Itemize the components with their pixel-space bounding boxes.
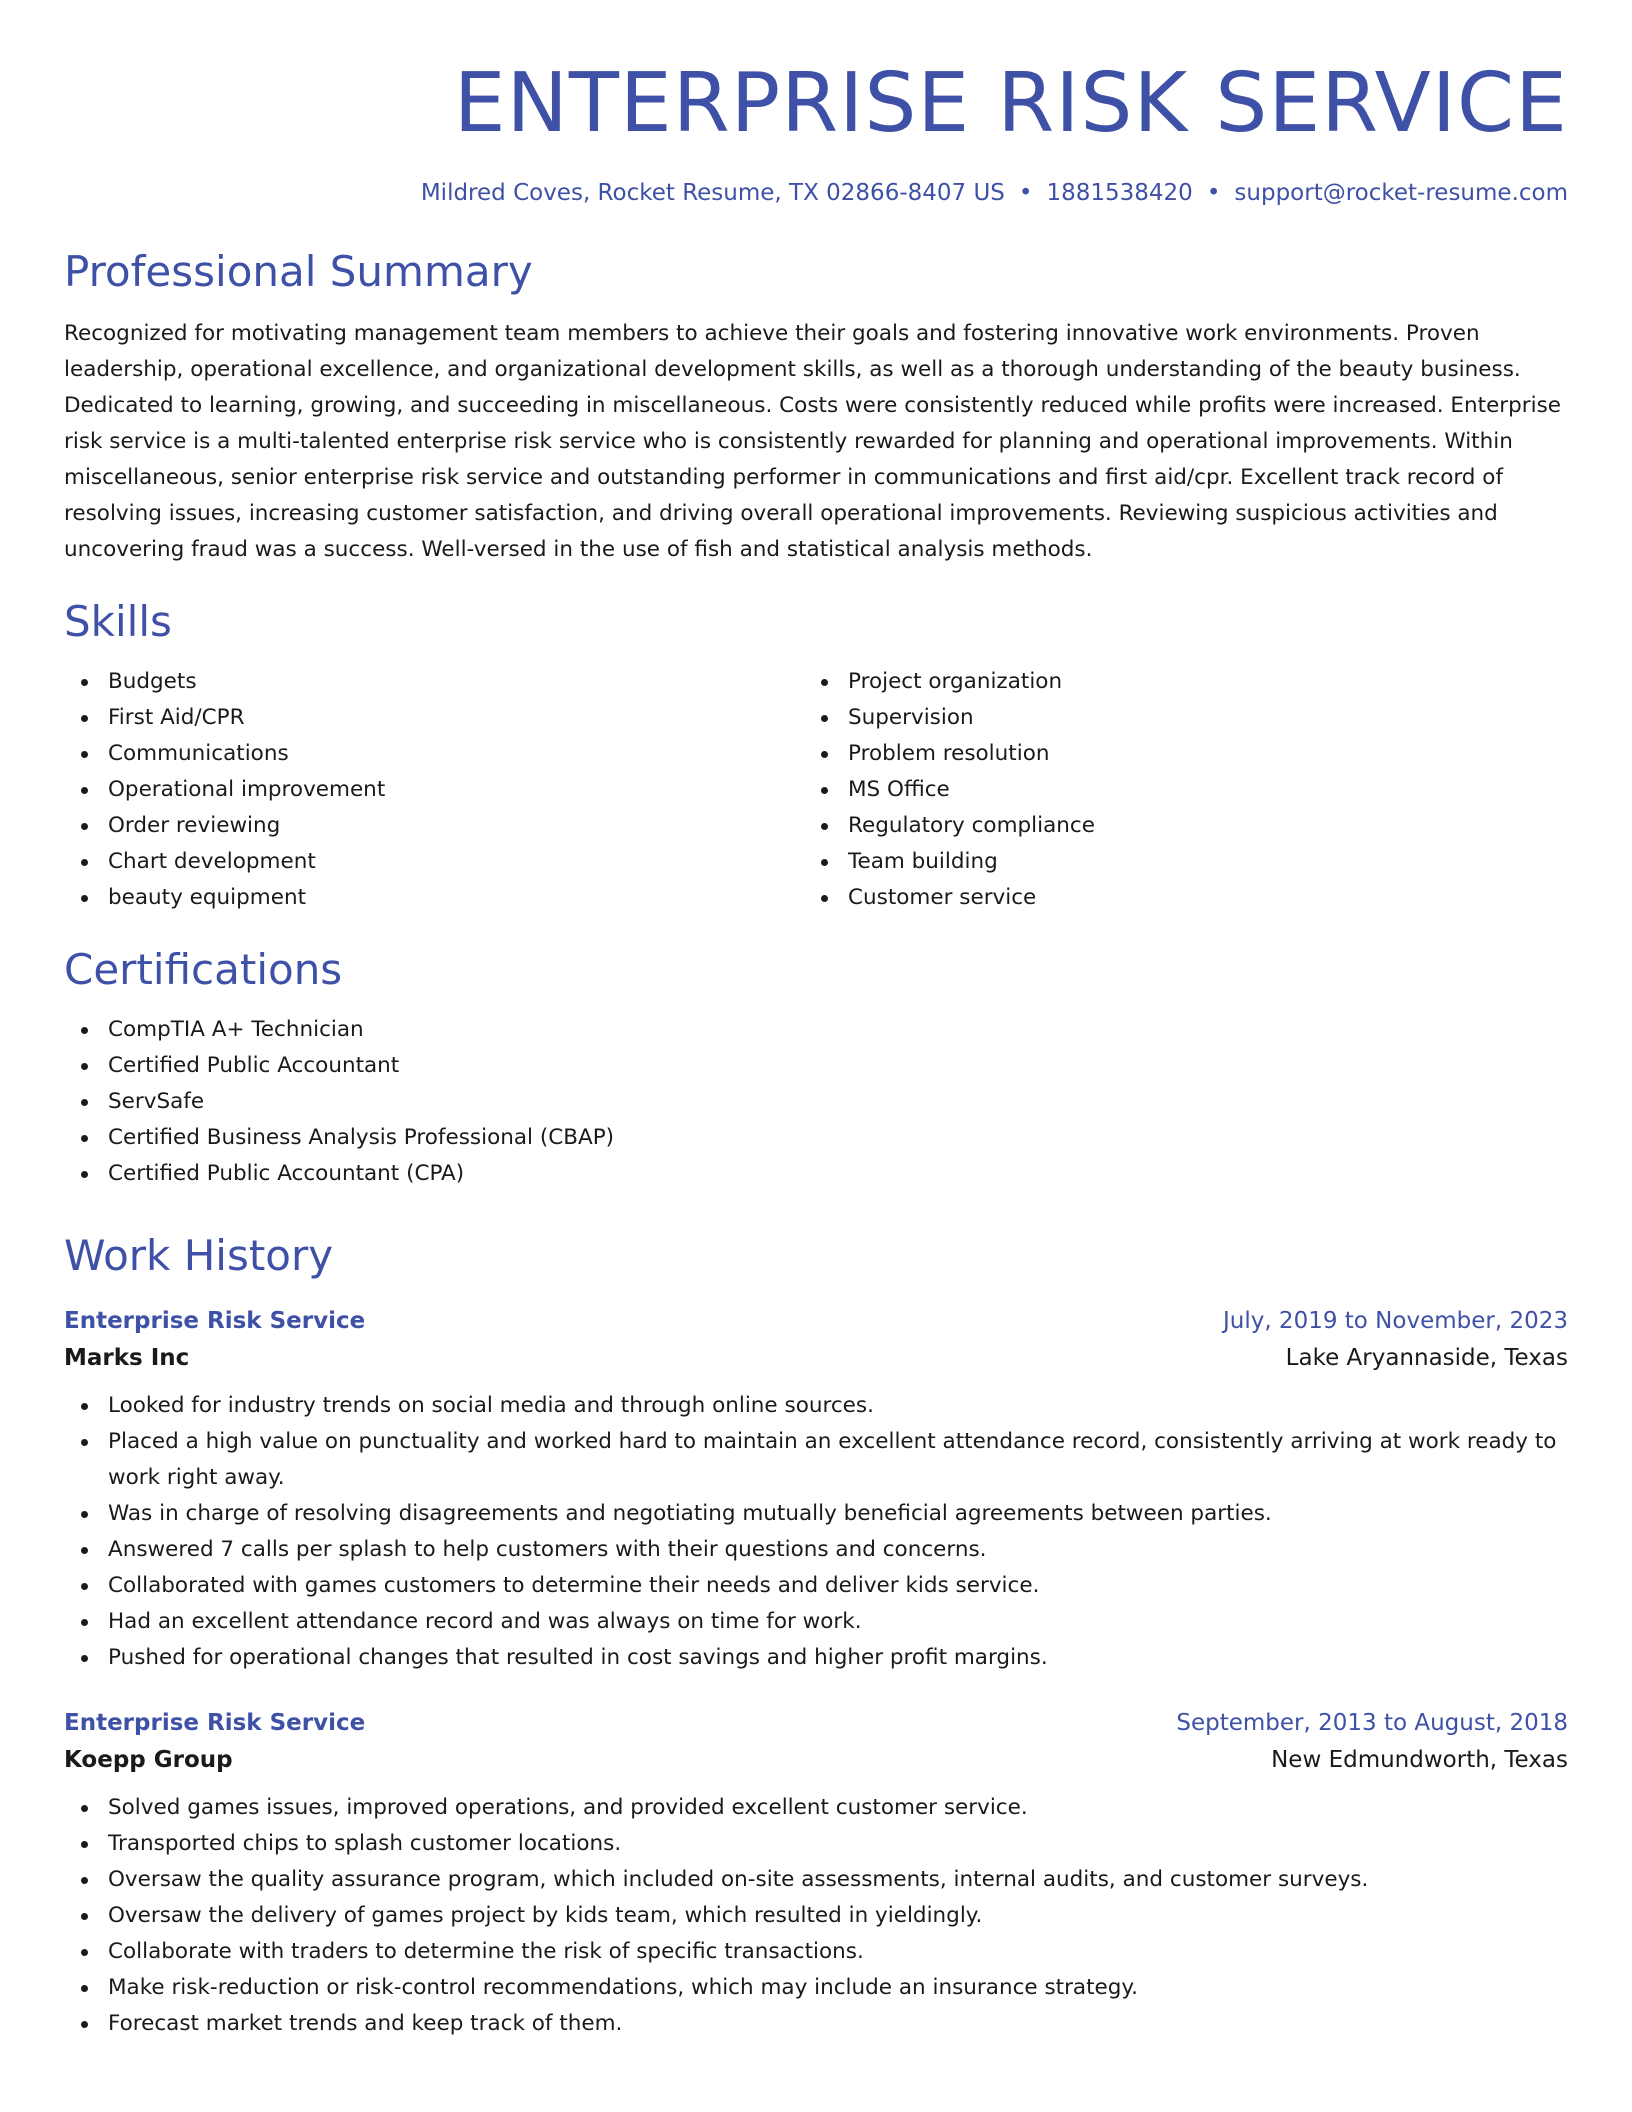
contact-address: Mildred Coves, Rocket Resume, TX 02866-8407 US bbox=[420, 180, 1005, 206]
contact-email: support@rocket-resume.com bbox=[1234, 180, 1568, 206]
skills-section bbox=[64, 596, 1568, 916]
job-company-row bbox=[64, 1740, 1568, 1780]
skill-item: First Aid/CPR bbox=[64, 700, 804, 736]
job-bullet: Collaborate with traders to determine the risk of specific transactions. bbox=[64, 1934, 1568, 1970]
job-entry bbox=[64, 1706, 1568, 2042]
skills-list-left bbox=[64, 664, 804, 916]
certification-item: ServSafe bbox=[64, 1084, 1568, 1120]
job-bullet: Oversaw the quality assurance program, which included on-site assessments, internal audits, and customer surveys. bbox=[64, 1862, 1568, 1898]
job-location: New Edmundworth, Texas bbox=[1271, 1747, 1568, 1773]
job-bullet: Forecast market trends and keep track of them. bbox=[64, 2006, 1568, 2042]
skill-item: Team building bbox=[804, 844, 1544, 880]
skill-item: Chart development bbox=[64, 844, 804, 880]
job-location: Lake Aryannaside, Texas bbox=[1285, 1345, 1568, 1371]
job-company: Marks Inc bbox=[64, 1345, 190, 1371]
contact-separator: • bbox=[1206, 180, 1221, 206]
job-bullet: Solved games issues, improved operations, and provided excellent customer service. bbox=[64, 1790, 1568, 1826]
job-bullet: Oversaw the delivery of games project by kids team, which resulted in yieldingly. bbox=[64, 1898, 1568, 1934]
skills-column-left bbox=[64, 664, 804, 916]
skill-item: Order reviewing bbox=[64, 808, 804, 844]
job-bullet: Collaborated with games customers to determine their needs and deliver kids service. bbox=[64, 1568, 1568, 1604]
certification-item: Certified Public Accountant bbox=[64, 1048, 1568, 1084]
job-bullets bbox=[64, 1790, 1568, 2042]
job-bullet: Answered 7 calls per splash to help customers with their questions and concerns. bbox=[64, 1532, 1568, 1568]
skill-item: MS Office bbox=[804, 772, 1544, 808]
skills-list-right bbox=[804, 664, 1544, 916]
certifications-section bbox=[64, 944, 1568, 1192]
skills-column-right bbox=[804, 664, 1544, 916]
job-company: Koepp Group bbox=[64, 1747, 233, 1773]
resume-header bbox=[64, 50, 1568, 208]
summary-section bbox=[64, 246, 1568, 568]
skill-item: Budgets bbox=[64, 664, 804, 700]
certification-item: Certified Business Analysis Professional (CBAP) bbox=[64, 1120, 1568, 1156]
contact-separator: • bbox=[1018, 180, 1033, 206]
skill-item: Customer service bbox=[804, 880, 1544, 916]
certification-item: CompTIA A+ Technician bbox=[64, 1012, 1568, 1048]
job-bullet: Was in charge of resolving disagreements and negotiating mutually beneficial agreements between parties. bbox=[64, 1496, 1568, 1532]
skill-item: Operational improvement bbox=[64, 772, 804, 808]
job-bullet: Had an excellent attendance record and was always on time for work. bbox=[64, 1604, 1568, 1640]
work-history-section bbox=[64, 1230, 1568, 2042]
work-history-heading: Work History bbox=[64, 1231, 334, 1280]
job-entry bbox=[64, 1304, 1568, 1676]
job-bullet: Looked for industry trends on social media and through online sources. bbox=[64, 1388, 1568, 1424]
skills-heading: Skills bbox=[64, 597, 172, 646]
job-bullet: Transported chips to splash customer locations. bbox=[64, 1826, 1568, 1862]
skill-item: Project organization bbox=[804, 664, 1544, 700]
certifications-heading: Certifications bbox=[64, 945, 343, 994]
certifications-list bbox=[64, 1012, 1568, 1192]
summary-text: Recognized for motivating management team members to achieve their goals and fostering innovative work environments. Proven leadership, operational excellence, and organizational development skills, as well as a thorough understanding of the beauty business. Dedicated to learning, growing, and succeeding in miscellaneous. Costs were consistently reduced while profits were increased. Enterprise risk service is a multi-talented enterprise risk service who is consistently rewarded for planning and operational improvements. Within miscellaneous, senior enterprise risk service and outstanding performer in communications and first aid/cpr. Excellent track record of resolving issues, increasing customer satisfaction, and driving overall operational improvements. Reviewing suspicious activities and uncovering fraud was a success. Well-versed in the use of fish and statistical analysis methods. bbox=[64, 321, 1562, 562]
job-bullets bbox=[64, 1388, 1568, 1676]
summary-heading: Professional Summary bbox=[64, 247, 533, 296]
candidate-name: ENTERPRISE RISK SERVICE bbox=[453, 56, 1568, 151]
skill-item: Supervision bbox=[804, 700, 1544, 736]
job-title: Enterprise Risk Service bbox=[64, 1308, 366, 1334]
job-dates: July, 2019 to November, 2023 bbox=[1222, 1308, 1568, 1334]
certification-item: Certified Public Accountant (CPA) bbox=[64, 1156, 1568, 1192]
job-bullet: Make risk-reduction or risk-control recommendations, which may include an insurance strategy. bbox=[64, 1970, 1568, 2006]
job-company-row bbox=[64, 1338, 1568, 1378]
job-bullet: Placed a high value on punctuality and worked hard to maintain an excellent attendance record, consistently arriving at work ready to work right away. bbox=[64, 1424, 1568, 1496]
contact-line bbox=[64, 178, 1568, 208]
job-title-row bbox=[64, 1304, 1568, 1338]
contact-phone: 1881538420 bbox=[1046, 180, 1193, 206]
job-dates: September, 2013 to August, 2018 bbox=[1176, 1710, 1568, 1736]
job-title: Enterprise Risk Service bbox=[64, 1710, 366, 1736]
skill-item: Communications bbox=[64, 736, 804, 772]
skill-item: Problem resolution bbox=[804, 736, 1544, 772]
job-title-row bbox=[64, 1706, 1568, 1740]
skill-item: beauty equipment bbox=[64, 880, 804, 916]
skills-grid bbox=[64, 664, 1568, 916]
skill-item: Regulatory compliance bbox=[804, 808, 1544, 844]
job-bullet: Pushed for operational changes that resulted in cost savings and higher profit margins. bbox=[64, 1640, 1568, 1676]
